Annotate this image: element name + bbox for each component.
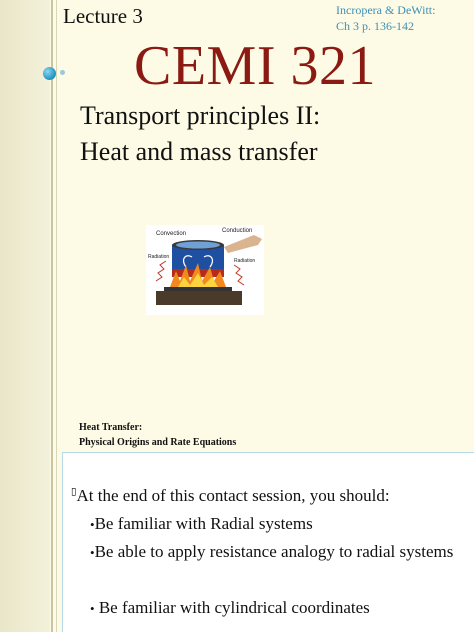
- textbook-reference: [336, 2, 435, 34]
- lecture-number: Lecture 3: [63, 4, 143, 28]
- bullet-icon: •: [90, 517, 95, 532]
- left-decorative-band: [0, 0, 50, 632]
- objective-item: [90, 514, 313, 534]
- label-conduction: Conduction: [222, 228, 253, 234]
- subtitle-line-1: Transport principles II:: [80, 101, 321, 130]
- heat-transfer-figure: [146, 225, 264, 315]
- label-radiation-left: Radiation: [148, 254, 170, 260]
- objectives-intro: [71, 486, 390, 506]
- objective-text: Be able to apply resistance analogy to radial systems: [94, 542, 454, 561]
- objective-item: [90, 598, 370, 618]
- bullet-icon: •: [90, 601, 95, 616]
- bullet-icon: •: [90, 545, 95, 560]
- slide-subtitle: [80, 98, 320, 170]
- course-code: CEMI 321: [134, 35, 376, 97]
- caption-line-2: Physical Origins and Rate Equations: [79, 437, 237, 448]
- figure-caption: [79, 420, 236, 450]
- objective-text: Be familiar with cylindrical coordinates: [98, 598, 370, 617]
- caption-line-1: Heat Transfer:: [79, 422, 143, 433]
- subtitle-line-2: Heat and mass transfer: [80, 137, 318, 166]
- burner: [164, 287, 232, 291]
- label-convection: Convection: [156, 231, 187, 237]
- objective-item: [90, 542, 453, 562]
- intro-mark-icon: ▯: [71, 486, 77, 498]
- objectives-intro-text: At the end of this contact session, you should:: [76, 486, 390, 505]
- small-dot-icon: [60, 70, 65, 75]
- reference-line-1: Incropera & DeWitt:: [336, 3, 436, 17]
- label-radiation-right: Radiation: [234, 258, 256, 264]
- band-divider-thin: [56, 0, 57, 632]
- bullet-dot-icon: [43, 67, 56, 80]
- objective-text: Be familiar with Radial systems: [94, 514, 313, 533]
- band-divider: [51, 0, 53, 632]
- reference-line-2: Ch 3 p. 136-142: [336, 19, 414, 33]
